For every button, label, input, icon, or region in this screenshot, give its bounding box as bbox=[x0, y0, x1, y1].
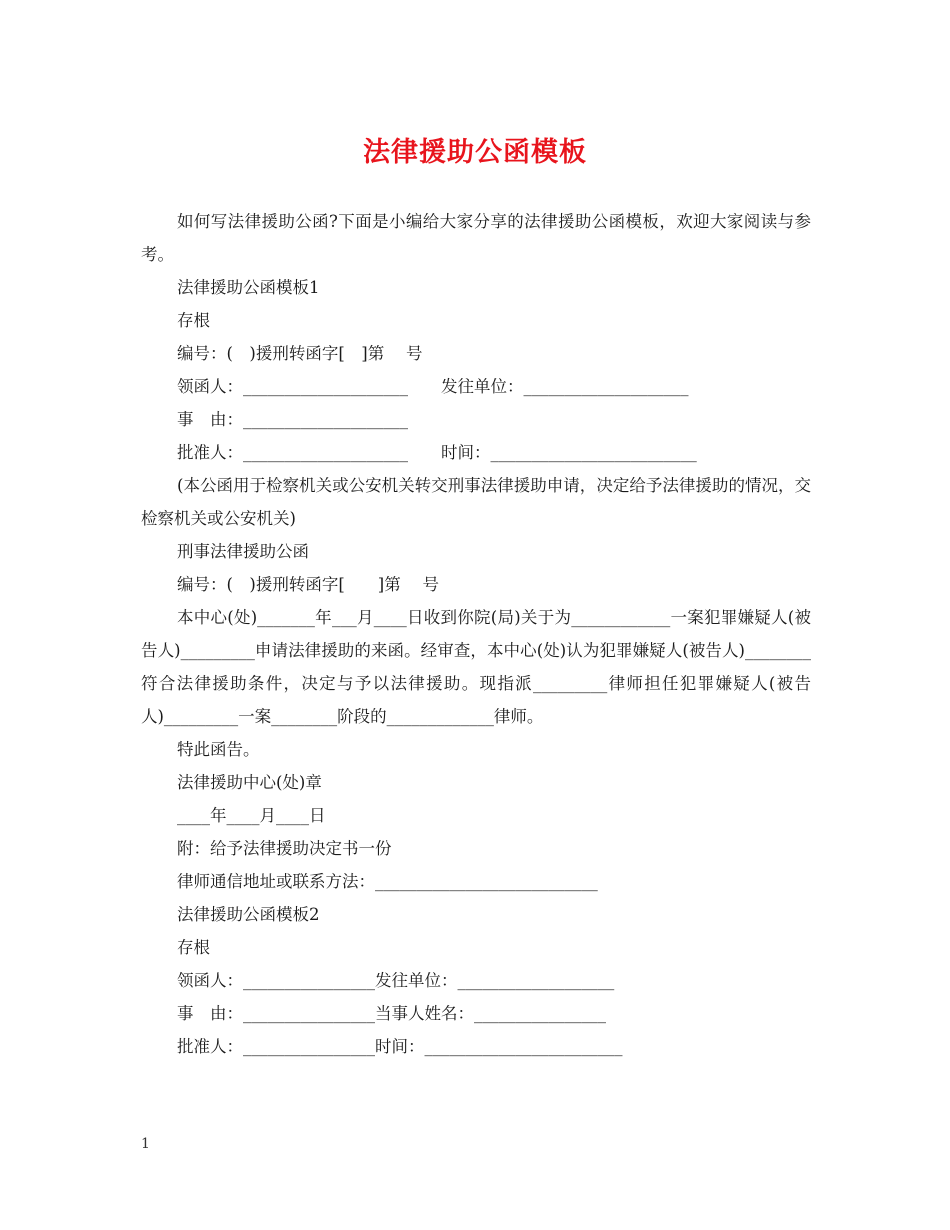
document-title: 法律援助公函模板 bbox=[363, 137, 587, 168]
letter-date: ____年____月____日 bbox=[177, 806, 326, 825]
letter-closing: 特此函告。 bbox=[177, 740, 260, 759]
stub2-reason-line: 事 由：________________当事人姓名：________________ bbox=[177, 1004, 606, 1023]
stub1-heading: 存根 bbox=[177, 311, 210, 330]
template1-heading: 法律援助公函模板1 bbox=[177, 278, 320, 297]
stub1-approver-line: 批准人：____________________ 时间：_________________________ bbox=[177, 443, 697, 462]
document-body bbox=[141, 205, 811, 1063]
letter-attachment: 附：给予法律援助决定书一份 bbox=[177, 839, 392, 858]
page-number: 1 bbox=[141, 1136, 150, 1152]
stub1-reason-line: 事 由：____________________ bbox=[177, 410, 408, 429]
stub2-heading: 存根 bbox=[177, 938, 210, 957]
stub1-recipient-line: 领函人：____________________ 发往单位：____________________ bbox=[177, 377, 689, 396]
intro-paragraph: 如何写法律援助公函?下面是小编给大家分享的法律援助公函模板，欢迎大家阅读与参考。 bbox=[141, 212, 811, 264]
letter-contact-line: 律师通信地址或联系方法：___________________________ bbox=[177, 872, 598, 891]
letter-seal: 法律援助中心(处)章 bbox=[177, 773, 322, 792]
stub2-recipient-line: 领函人：________________发往单位：___________________ bbox=[177, 971, 615, 990]
template2-heading: 法律援助公函模板2 bbox=[177, 905, 320, 924]
letter-number-line: 编号：( )援刑转函字[ ]第 号 bbox=[177, 575, 439, 594]
stub2-approver-line: 批准人：________________时间：________________________ bbox=[177, 1037, 623, 1056]
letter-heading: 刑事法律援助公函 bbox=[177, 542, 309, 561]
stub1-note: (本公函用于检察机关或公安机关转交刑事法律援助申请，决定给予法律援助的情况，交检察机关或公安机关) bbox=[141, 476, 811, 528]
stub1-number-line: 编号：( )援刑转函字[ ]第 号 bbox=[177, 344, 423, 363]
letter-body-paragraph: 本中心(处)_______年___月____日收到你院(局)关于为____________一案犯罪嫌疑人(被告人)_________申请法律援助的来函。经审查，本中心(处)认为犯罪嫌疑人(被告人)________符合法律援助条件，决定与予以法律援助。现指派_________律师担任犯罪嫌疑人(被告人)_________一案________阶段的_____________律师。 bbox=[141, 608, 811, 726]
